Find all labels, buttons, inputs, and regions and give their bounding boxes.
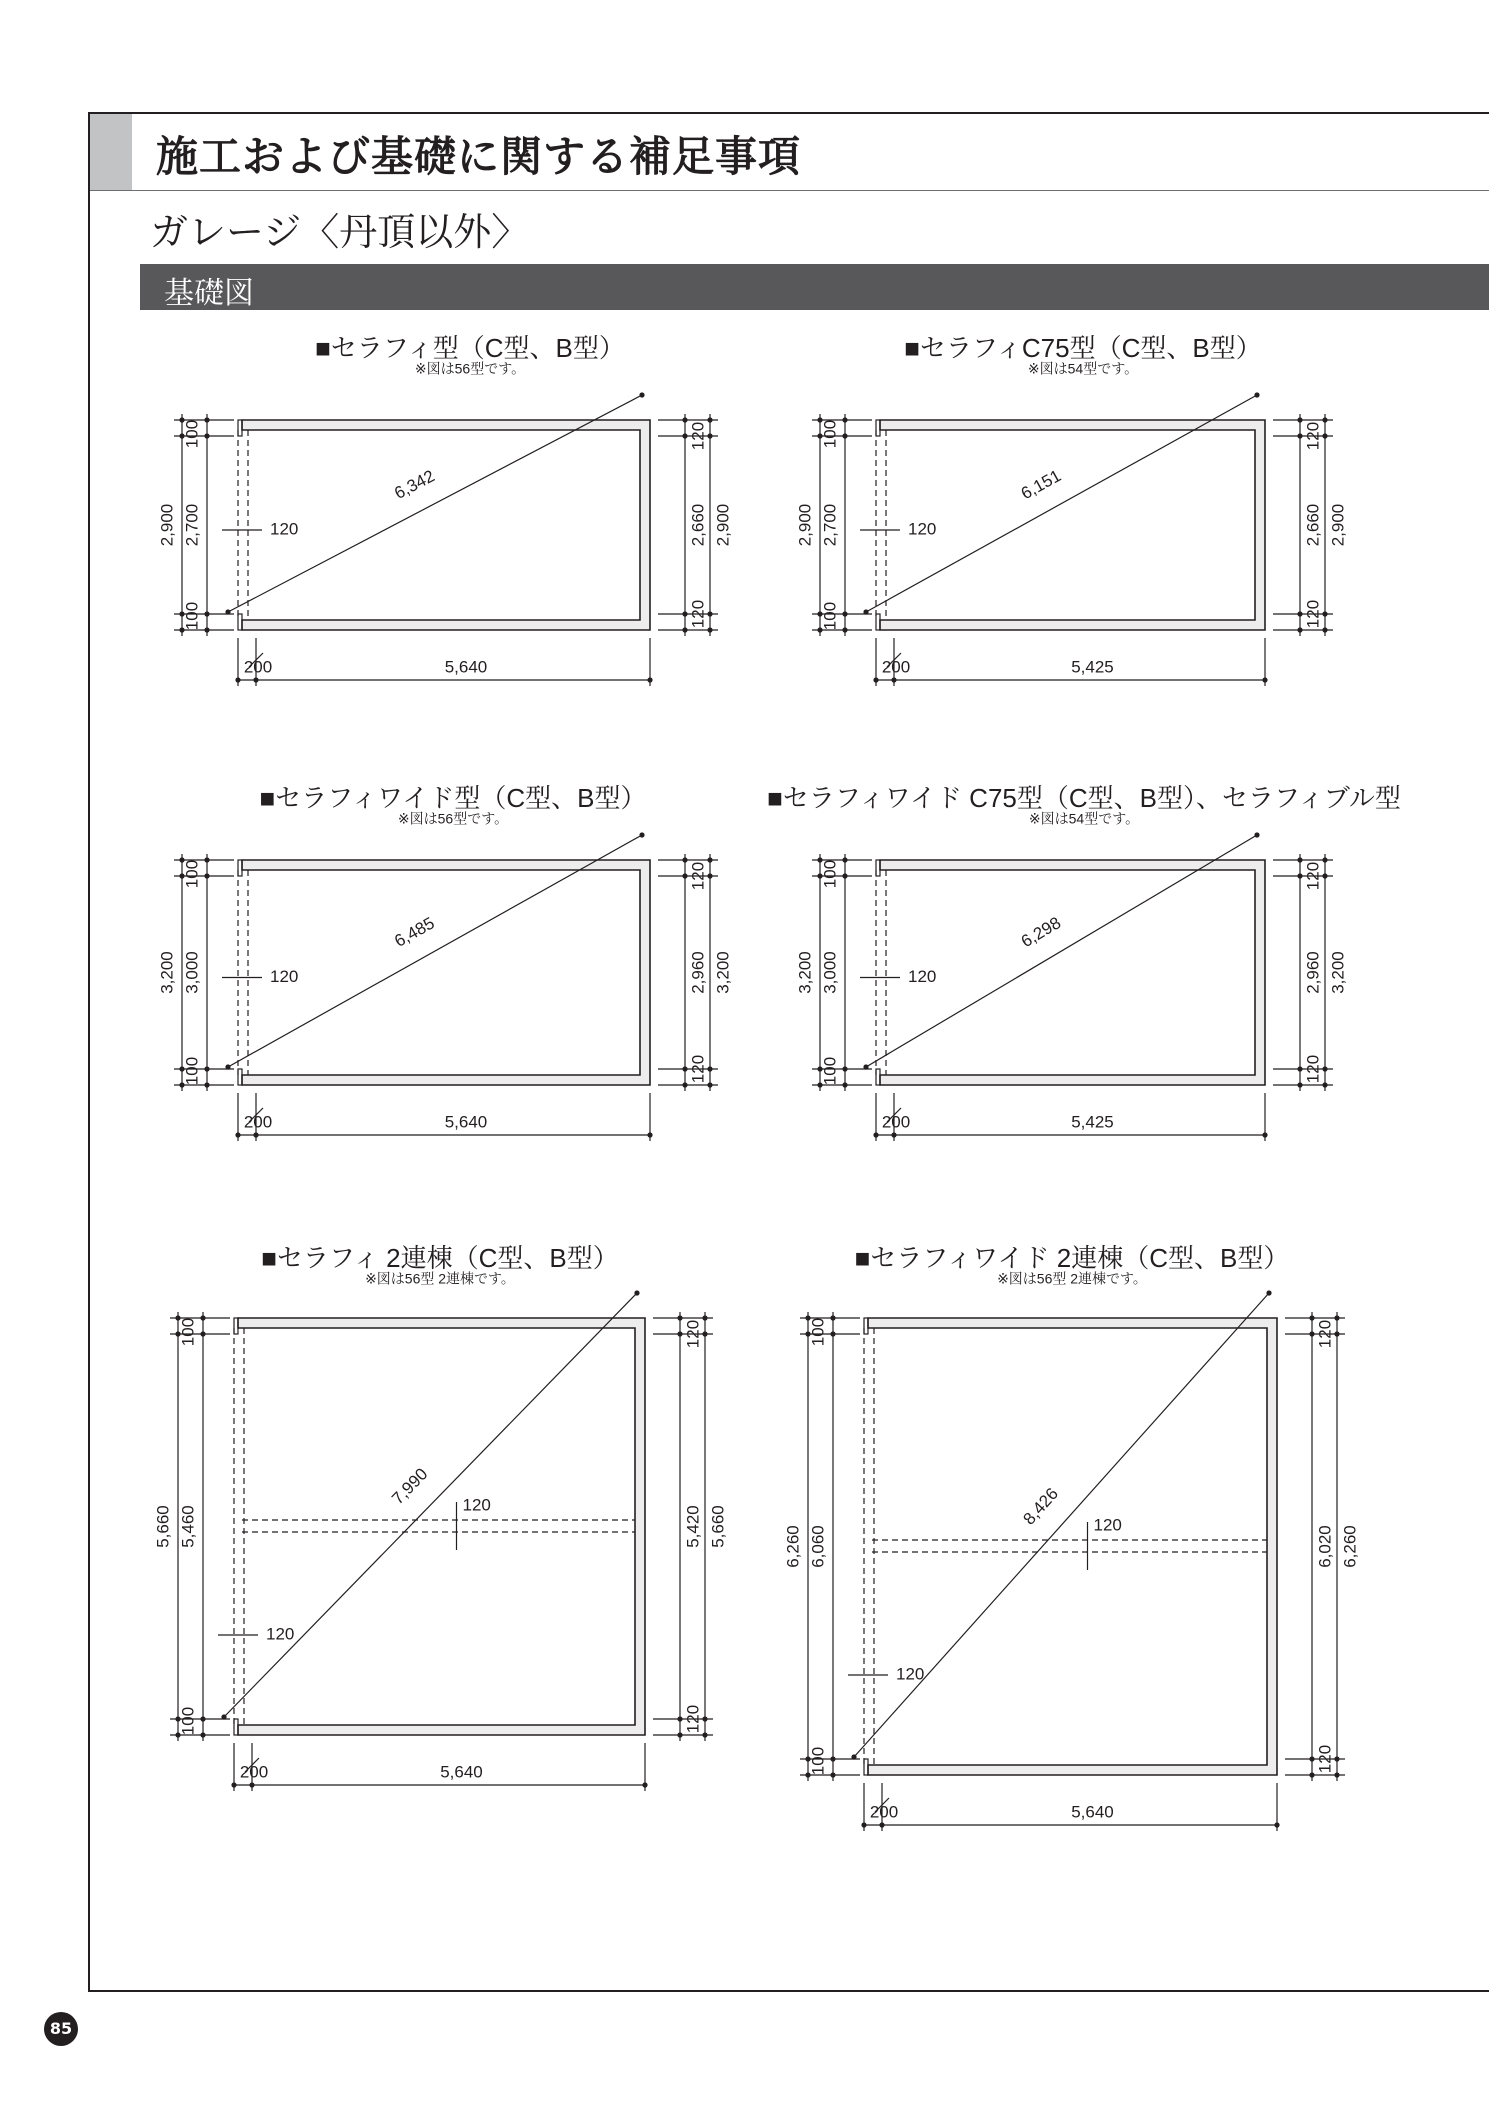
dimension-dot [702,1315,707,1320]
diagonal-label: 7,990 [388,1464,432,1509]
left-bottom-label: 100 [178,1706,198,1736]
right-middle-label: 2,660 [688,503,708,547]
bottom-offset-label: 200 [239,1762,269,1782]
left-top-label: 100 [182,859,202,889]
right-top-label: 120 [1303,861,1323,891]
foundation-slab [242,860,650,1085]
slab-return [876,614,880,630]
dimension-dot [1297,1082,1302,1087]
left-inner-label: 2,700 [182,503,202,547]
dimension-dot [204,873,209,878]
diagonal-label: 6,298 [1017,913,1065,952]
dimension-dot [1297,627,1302,632]
foundation-slab [868,1318,1277,1775]
left-bottom-label: 100 [182,1056,202,1086]
left-outer-label: 2,900 [795,503,815,547]
dimension-dot [1274,1822,1279,1827]
diagram-title: ■セラフィ 2連棟（C型、B型） [261,1242,619,1273]
diagram-note: ※図は56型 2連棟です。 [365,1270,515,1287]
dimension-dot [1266,1290,1271,1295]
right-outer-label: 3,200 [1328,951,1348,994]
page-number: 85 [44,2012,78,2046]
dimension-dot [677,1331,682,1336]
diagram-note: ※図は56型です。 [397,810,509,827]
diagram-note: ※図は56型 2連棟です。 [997,1270,1147,1287]
beam-width-label: 120 [1093,1515,1122,1535]
left-bottom-label: 100 [182,601,202,631]
foundation-slab [880,860,1265,1085]
dimension-dot [204,627,209,632]
dimension-dot [682,627,687,632]
dimension-dot [702,1716,707,1721]
dimension-dot [707,627,712,632]
dimension-dot [204,1066,209,1071]
diagram-note: ※図は54型です。 [1028,810,1140,827]
diagram-title: ■セラフィワイド C75型（C型、B型）、セラフィブル型 [767,782,1401,813]
right-top-label: 120 [1303,421,1323,451]
dimension-dot [1322,417,1327,422]
dimension-dot [204,857,209,862]
right-top-label: 120 [1315,1319,1335,1349]
right-bottom-label: 120 [688,1054,708,1084]
dimension-dot [873,1132,878,1137]
left-top-label: 100 [808,1317,828,1347]
left-outer-label: 2,900 [157,503,177,547]
diagonal-label: 8,426 [1019,1484,1063,1529]
dimension-dot [647,1132,652,1137]
dimension-dot [842,1066,847,1071]
dimension-dot [682,1066,687,1071]
dimension-dot [830,1756,835,1761]
right-bottom-label: 120 [688,599,708,629]
left-outer-label: 6,260 [783,1525,803,1568]
dimension-dot [707,1082,712,1087]
dimension-dot [253,1132,258,1137]
foundation-slab [880,420,1265,630]
dimension-dot [682,611,687,616]
bottom-width-label: 5,425 [1071,1112,1114,1132]
beam-width-label: 120 [462,1495,491,1515]
dimension-dot [891,677,896,682]
bottom-offset-label: 200 [243,657,273,677]
dimension-dot [707,873,712,878]
dimension-dot [1322,873,1327,878]
dimension-dot [1334,1772,1339,1777]
dimension-dot [677,1732,682,1737]
dimension-dot [1262,1132,1267,1137]
dimension-dot [873,677,878,682]
dimension-dot [204,417,209,422]
bottom-width-label: 5,640 [444,1112,488,1132]
bottom-offset-label: 200 [243,1112,273,1132]
dimension-dot [682,417,687,422]
foundation-diagram [795,333,1347,686]
dimension-dot [1297,857,1302,862]
right-outer-label: 6,260 [1340,1525,1360,1568]
dimension-dot [1334,1756,1339,1761]
dimension-dot [1322,611,1327,616]
dimension-dot [707,857,712,862]
foundation-diagram [157,333,732,686]
dimension-dot [1254,392,1259,397]
diagonal-line [224,1293,637,1717]
right-outer-label: 3,200 [713,951,733,994]
diagram-title: ■セラフィC75型（C型、B型） [904,332,1262,363]
dimension-dot [830,1331,835,1336]
section-title: 基礎図 [164,276,254,311]
post-width-label: 120 [270,966,299,986]
diagram-title: ■セラフィ型（C型、B型） [315,332,625,363]
right-bottom-label: 120 [1315,1744,1335,1774]
dimension-dot [842,873,847,878]
bottom-width-label: 5,640 [444,657,488,677]
page-subtitle: ガレージ〈丹頂以外〉 [150,210,530,254]
page-title: 施工および基礎に関する補足事項 [156,132,802,181]
dimension-dot [200,1315,205,1320]
bottom-width-label: 5,640 [440,1762,483,1782]
dimension-dot [842,611,847,616]
left-top-label: 100 [178,1317,198,1347]
dimension-dot [702,1732,707,1737]
dimension-dot [682,1082,687,1087]
dimension-dot [253,677,258,682]
right-middle-label: 2,960 [1303,951,1323,994]
diagram-title: ■セラフィワイド 2連棟（C型、B型） [854,1242,1290,1273]
dimension-dot [1309,1772,1314,1777]
dimension-dot [249,1782,254,1787]
dimension-dot [1322,857,1327,862]
diagram-note: ※図は54型です。 [1027,360,1139,377]
right-middle-label: 5,420 [683,1505,703,1548]
dimension-dot [707,1066,712,1071]
diagonal-label: 6,485 [391,913,438,951]
foundation-slab [238,1318,645,1735]
dimension-dot [830,1772,835,1777]
dimension-dot [1322,627,1327,632]
dimension-dot [1297,1066,1302,1071]
right-middle-label: 2,960 [688,951,708,994]
dimension-dot [200,1331,205,1336]
dimension-dot [830,1315,835,1320]
dimension-dot [707,417,712,422]
dimension-dot [200,1716,205,1721]
right-bottom-label: 120 [1303,1054,1323,1084]
diagonal-line [854,1293,1269,1757]
dimension-dot [1334,1315,1339,1320]
diagram-note: ※図は56型です。 [414,360,526,377]
foundation-diagram [157,783,732,1141]
left-outer-label: 3,200 [157,951,177,994]
left-bottom-label: 100 [808,1746,828,1776]
dimension-dot [1322,1082,1327,1087]
foundation-slab [242,420,650,630]
dimension-dot [1322,1066,1327,1071]
diagonal-label: 6,151 [1017,465,1065,504]
right-bottom-label: 120 [683,1704,703,1734]
dimension-dot [204,433,209,438]
dimension-dot [235,1132,240,1137]
left-outer-label: 3,200 [795,951,815,994]
left-inner-label: 3,000 [182,951,202,994]
dimension-dot [842,1082,847,1087]
bottom-width-label: 5,640 [1071,1802,1114,1822]
right-top-label: 120 [688,421,708,451]
dimension-dot [842,433,847,438]
dimension-dot [1309,1315,1314,1320]
right-middle-label: 6,020 [1315,1525,1335,1568]
dimension-dot [1297,873,1302,878]
bottom-offset-label: 200 [881,657,911,677]
right-top-label: 120 [688,861,708,891]
dimension-dot [677,1716,682,1721]
dimension-dot [235,677,240,682]
bottom-offset-label: 200 [881,1112,911,1132]
dimension-dot [861,1822,866,1827]
foundation-diagram [783,1243,1359,1831]
dimension-dot [639,832,644,837]
dimension-dot [1262,677,1267,682]
dimension-dot [891,1132,896,1137]
dimension-dot [642,1782,647,1787]
dimension-dot [702,1331,707,1336]
left-bottom-label: 100 [820,1056,840,1086]
left-top-label: 100 [182,419,202,449]
left-inner-label: 3,000 [820,951,840,994]
left-inner-label: 5,460 [178,1505,198,1548]
dimension-dot [1297,433,1302,438]
dimension-dot [1297,611,1302,616]
dimension-dot [1254,832,1259,837]
dimension-dot [707,433,712,438]
dimension-dot [639,392,644,397]
dimension-dot [682,433,687,438]
diagonal-label: 6,342 [391,466,438,503]
dimension-dot [204,1082,209,1087]
dimension-dot [879,1822,884,1827]
dimension-dot [682,857,687,862]
dimension-dot [1322,433,1327,438]
right-middle-label: 2,660 [1303,503,1323,547]
post-width-label: 120 [896,1664,925,1684]
post-width-label: 120 [266,1624,295,1644]
dimension-dot [1297,417,1302,422]
left-inner-label: 2,700 [820,503,840,547]
dimension-dot [1309,1331,1314,1336]
right-top-label: 120 [683,1319,703,1349]
dimension-dot [647,677,652,682]
right-outer-label: 5,660 [708,1505,728,1548]
left-top-label: 100 [820,859,840,889]
dimension-dot [842,627,847,632]
dimension-dot [200,1732,205,1737]
left-inner-label: 6,060 [808,1525,828,1568]
dimension-dot [677,1315,682,1320]
post-width-label: 120 [270,519,299,539]
foundation-diagram [767,783,1401,1141]
dimension-dot [634,1290,639,1295]
right-outer-label: 2,900 [1328,503,1348,547]
dimension-dot [707,611,712,616]
diagram-title: ■セラフィワイド型（C型、B型） [259,782,647,813]
bottom-width-label: 5,425 [1071,657,1114,677]
bottom-offset-label: 200 [869,1802,899,1822]
left-bottom-label: 100 [820,601,840,631]
post-width-label: 120 [908,966,937,986]
right-bottom-label: 120 [1303,599,1323,629]
foundation-diagram [153,1243,727,1791]
dimension-dot [842,417,847,422]
left-top-label: 100 [820,419,840,449]
dimension-dot [682,873,687,878]
right-outer-label: 2,900 [713,503,733,547]
post-width-label: 120 [908,519,937,539]
dimension-dot [1334,1331,1339,1336]
dimension-dot [1309,1756,1314,1761]
dimension-dot [842,857,847,862]
dimension-dot [204,611,209,616]
dimension-dot [231,1782,236,1787]
left-outer-label: 5,660 [153,1505,173,1548]
